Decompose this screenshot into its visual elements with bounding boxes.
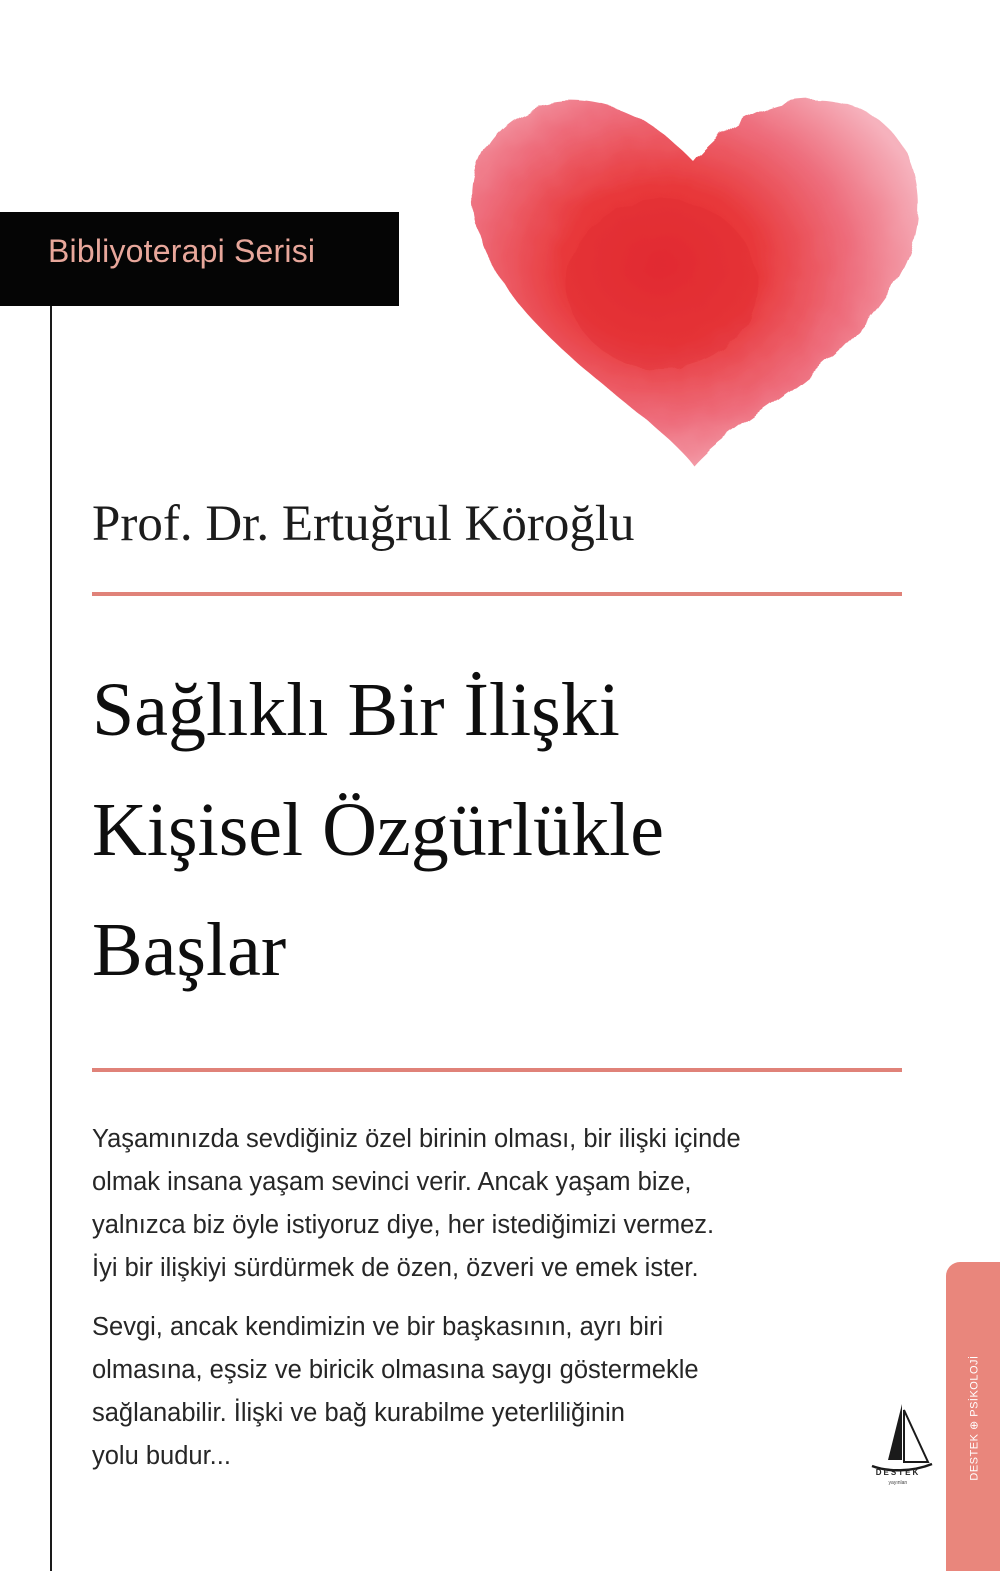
blurb-paragraph-1 [92, 1118, 892, 1290]
blurb-line: sağlanabilir. İlişki ve bağ kurabilme yeterliliğinin [92, 1399, 625, 1427]
title-line: Kişisel Özgürlükle [92, 788, 665, 872]
blurb-line: olmak insana yaşam sevinci verir. Ancak yaşam bize, [92, 1168, 692, 1196]
blurb-paragraph-2 [92, 1306, 892, 1478]
title-line: Sağlıklı Bir İlişki [92, 668, 620, 752]
blurb-line: İyi bir ilişkiyi sürdürmek de özen, özveri ve emek ister. [92, 1254, 699, 1282]
blurb-line: yalnızca biz öyle istiyoruz diye, her istediğimizi vermez. [92, 1211, 715, 1239]
author-name: Prof. Dr. Ertuğrul Köroğlu [92, 496, 635, 552]
divider-bottom [92, 1068, 902, 1072]
blurb-line: olmasına, eşsiz ve biricik olmasına saygı göstermekle [92, 1356, 699, 1384]
sailboat-logo-icon [858, 1400, 938, 1492]
vertical-divider [50, 306, 52, 1571]
title-line: Başlar [92, 908, 287, 992]
book-title [92, 650, 664, 1010]
blurb-line: yolu budur... [92, 1442, 231, 1470]
publisher-tagline: yayınları [888, 1480, 908, 1486]
blurb-line: Sevgi, ancak kendimizin ve bir başkasının, ayrı biri [92, 1313, 664, 1341]
heart-icon [462, 94, 922, 470]
divider-top [92, 592, 902, 596]
publisher-name: DESTEK [875, 1468, 921, 1477]
series-label: Bibliyoterapi Serisi [48, 233, 316, 269]
blurb-line: Yaşamınızda sevdiğiniz özel birinin olması, bir ilişki içinde [92, 1125, 741, 1153]
spine-label: DESTEK ⊕ PSİKOLOJİ [968, 1355, 981, 1481]
